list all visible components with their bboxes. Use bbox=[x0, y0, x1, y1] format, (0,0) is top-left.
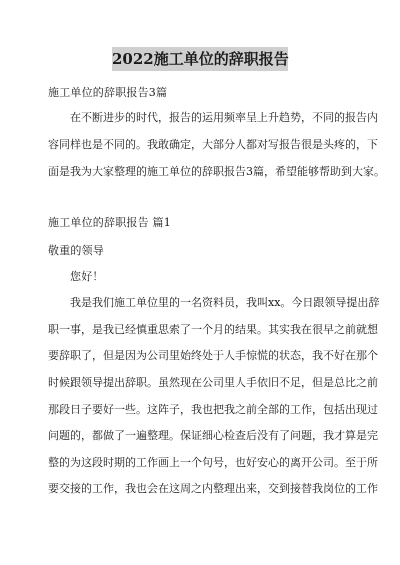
body-line: 要交接的工作，我也会在这周之内整理出来，交到接替我岗位的工作 bbox=[48, 482, 378, 495]
section-heading: 施工单位的辞职报告 篇1 bbox=[48, 216, 171, 229]
body-line: 时候跟领导提出辞职。虽然现在公司里人手依旧不足，但是总比之前 bbox=[48, 376, 378, 389]
body-line: 要辞职了，但是因为公司里始终处于人手惊慌的状态，我不好在那个 bbox=[48, 349, 378, 362]
salutation: 敬重的领导 bbox=[48, 244, 104, 257]
intro-line: 容同样也是不同的。我敢确定，大部分人都对写报告很是头疼的，下 bbox=[48, 138, 378, 151]
body-line: 问题的，都做了一遍整理。保证细心检查后没有了问题，我才算是完 bbox=[48, 429, 378, 442]
body-line: 整的为这段时期的工作画上一个句号，也好安心的离开公司。至于所 bbox=[48, 456, 378, 469]
document-title: 2022施工单位的辞职报告 bbox=[112, 47, 288, 71]
document-subtitle: 施工单位的辞职报告3篇 bbox=[48, 86, 168, 99]
intro-line: 在不断进步的时代，报告的运用频率呈上升趋势，不同的报告内 bbox=[70, 111, 378, 124]
body-line: 那段日子要好一些。这阵子，我也把我之前全部的工作，包括出现过 bbox=[48, 403, 378, 416]
intro-line: 面是我为大家整理的施工单位的辞职报告3篇，希望能够帮助到大家。 bbox=[48, 165, 385, 178]
body-line: 我是我们施工单位里的一名资料员，我叫xx。今日跟领导提出辞 bbox=[70, 296, 380, 309]
greeting: 您好！ bbox=[70, 270, 104, 283]
body-line: 职一事，是我已经慎重思索了一个月的结果。其实我在很早之前就想 bbox=[48, 323, 378, 336]
